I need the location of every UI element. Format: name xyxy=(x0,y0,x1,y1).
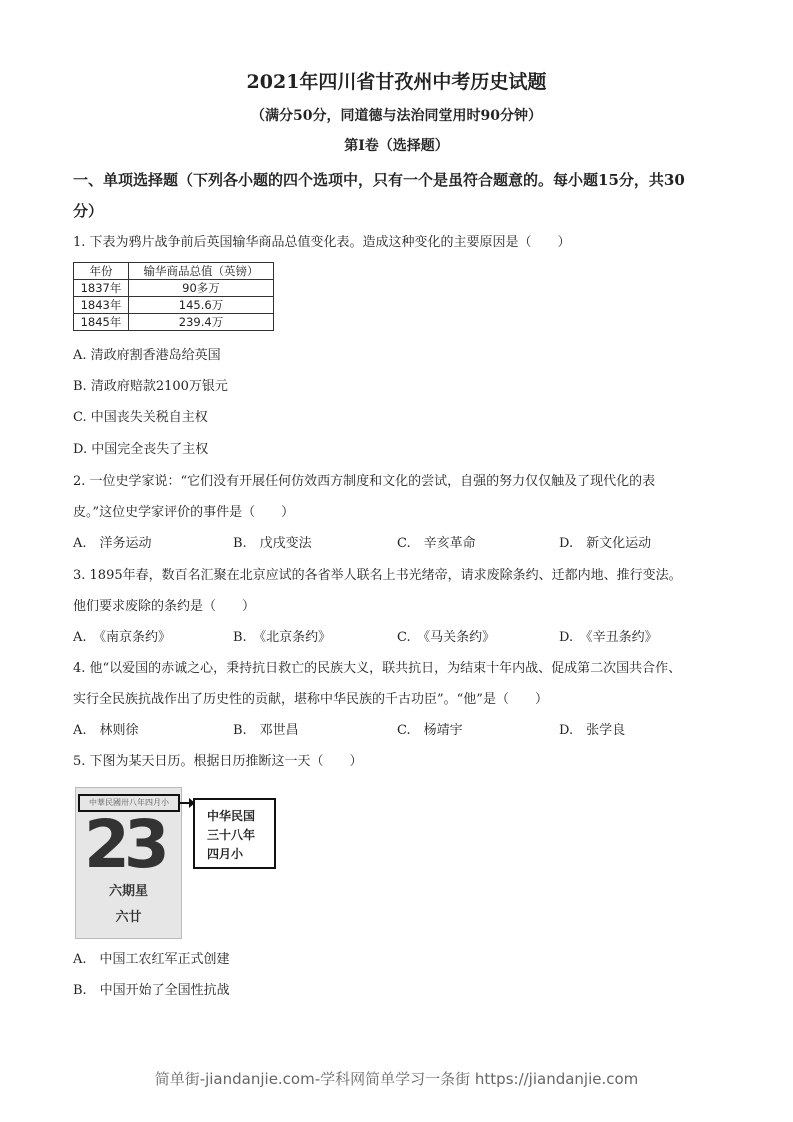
q1-option-b: B. 清政府赔款2100万银元 xyxy=(73,379,228,394)
table-row xyxy=(74,314,274,331)
annotation-line: 三十八年 xyxy=(207,828,256,842)
cell: 1843年 xyxy=(74,297,129,314)
footer-watermark: 简单街-jiandanjie.com-学科网简单学习一条街 https://jiandanjie.com xyxy=(154,1070,639,1088)
q2-option-c: C. 辛亥革命 xyxy=(397,536,476,551)
header-value: 输华商品总值（英镑） xyxy=(129,263,274,280)
q2-option-a: A. 洋务运动 xyxy=(73,536,152,551)
q4-option-b: B. 邓世昌 xyxy=(233,723,299,738)
section-heading: 一、单项选择题（下列各小题的四个选项中，只有一个是虽符合题意的。每小题15分，共30 xyxy=(73,171,685,189)
q5-stem: 5. 下图为某天日历。根据日历推断这一天（ ） xyxy=(73,754,363,769)
header-year: 年份 xyxy=(74,263,129,280)
q4-option-c: C. 杨靖宇 xyxy=(397,723,463,738)
q1-option-c: C. 中国丧失关税自主权 xyxy=(73,410,208,425)
part-heading: 第Ⅰ卷（选择题） xyxy=(344,138,449,154)
cell: 1837年 xyxy=(74,280,129,297)
annotation-line: 中华民国 xyxy=(207,809,256,823)
table-row xyxy=(74,280,274,297)
q3-option-b: B. 《北京条约》 xyxy=(233,630,332,645)
calendar-header: 中華民國卅八年四月小 xyxy=(78,794,180,812)
q3-option-d: D. 《辛丑条约》 xyxy=(559,630,658,645)
calendar-annotation xyxy=(193,798,276,869)
q5-option-b: B. 中国开始了全国性抗战 xyxy=(73,983,230,998)
q2-stem: 2. 一位史学家说：“它们没有开展任何仿效西方制度和文化的尝试，自强的努力仅仅触及了现代化的表 xyxy=(73,474,656,489)
q1-option-a: A. 清政府割香港岛给英国 xyxy=(73,348,221,363)
subtitle: （满分50分，同道德与法治同堂用时90分钟） xyxy=(251,108,542,124)
q2-stem-cont: 皮。”这位史学家评价的事件是（ ） xyxy=(73,505,295,520)
q4-stem: 4. 他“以爱国的赤诚之心，秉持抗日救亡的民族大义，联共抗日，为结束十年内战、促成第二次国共合作、 xyxy=(73,661,682,676)
q3-stem-cont: 他们要求废除的条约是（ ） xyxy=(73,599,256,614)
q1-stem: 1. 下表为鸦片战争前后英国输华商品总值变化表。造成这种变化的主要原因是（ ） xyxy=(73,235,571,250)
section-heading-cont: 分） xyxy=(73,202,104,220)
q2-option-d: D. 新文化运动 xyxy=(559,536,652,551)
q4-option-a: A. 林则徐 xyxy=(73,723,139,738)
q3-stem: 3. 1895年春，数百名汇聚在北京应试的各省举人联名上书光绪帝，请求废除条约、迁都内地、推行变法。 xyxy=(73,568,682,583)
calendar-weekday: 六期星 xyxy=(108,884,148,899)
q5-option-a: A. 中国工农红军正式创建 xyxy=(73,952,230,967)
arrow-icon xyxy=(178,802,190,804)
page-title: 2021年四川省甘孜州中考历史试题 xyxy=(246,71,547,93)
cell: 1845年 xyxy=(74,314,129,331)
table-row xyxy=(74,297,274,314)
q3-option-c: C. 《马关条约》 xyxy=(397,630,496,645)
cell: 90多万 xyxy=(129,280,274,297)
table-header xyxy=(74,263,274,280)
calendar-image xyxy=(75,787,182,939)
q1-table xyxy=(73,262,274,331)
q4-stem-cont: 实行全民族抗战作出了历史性的贡献，堪称中华民族的千古功臣”。“他”是（ ） xyxy=(73,692,548,707)
calendar-day: 23 xyxy=(84,806,164,883)
q3-option-a: A. 《南京条约》 xyxy=(73,630,172,645)
q4-option-d: D. 张学良 xyxy=(559,723,626,738)
cell: 239.4万 xyxy=(129,314,274,331)
calendar-bottom: 六廿 xyxy=(115,910,142,925)
annotation-line: 四月小 xyxy=(207,847,244,861)
q2-option-b: B. 戊戌变法 xyxy=(233,536,312,551)
q1-option-d: D. 中国完全丧失了主权 xyxy=(73,442,209,457)
cell: 145.6万 xyxy=(129,297,274,314)
